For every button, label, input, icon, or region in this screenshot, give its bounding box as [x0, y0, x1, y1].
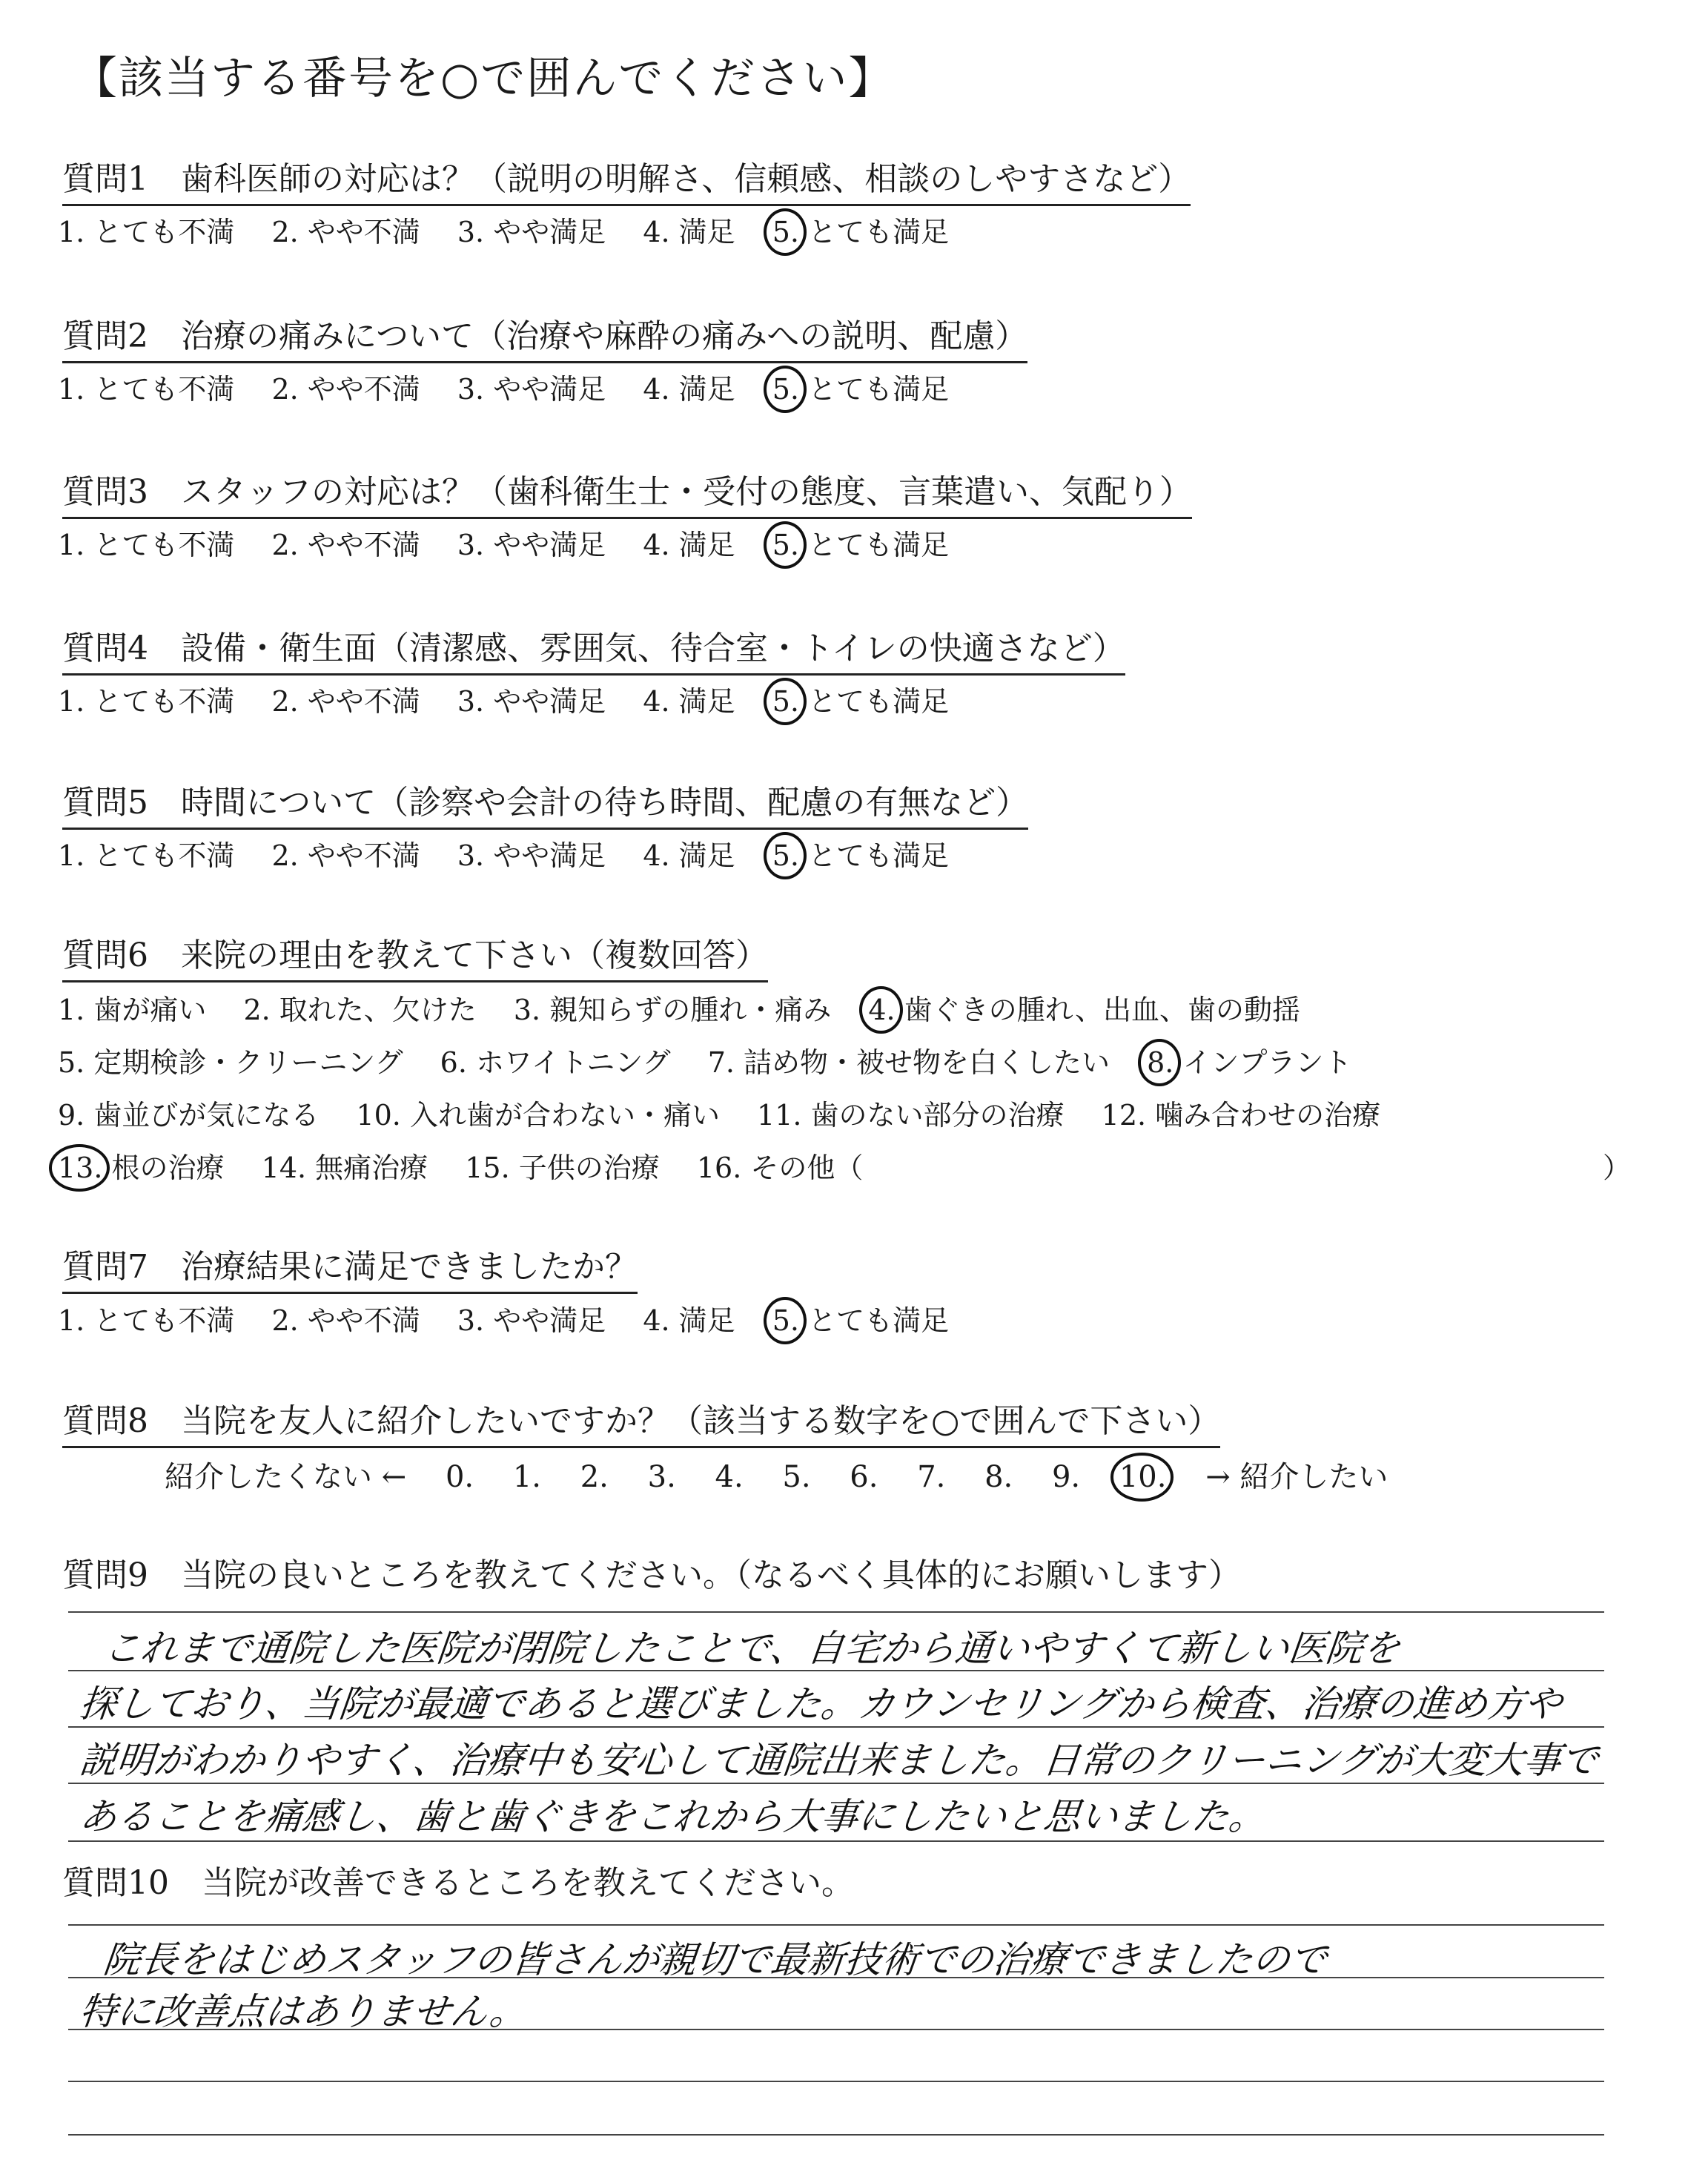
score-1[interactable]: 1.	[512, 1460, 542, 1494]
q9-answer-line-4[interactable]: あることを痛感し、歯と歯ぐきをこれから大事にしたいと思いました。	[77, 1795, 1268, 1838]
question-label: 質問6	[62, 937, 148, 974]
option-5-label: とても満足	[808, 685, 950, 718]
question-text: 治療結果に満足できましたか？	[181, 1248, 638, 1286]
q3-options	[58, 522, 949, 563]
question-label: 質問1	[62, 160, 148, 198]
score-2[interactable]: 2.	[580, 1460, 609, 1494]
option-5-label: とても満足	[808, 529, 950, 561]
q9-answer-line-2[interactable]: 探しており、当院が最適であると選びました。カウンセリングから検査、治療の進め方や	[77, 1682, 1564, 1725]
q8-scale	[165, 1453, 1388, 1496]
option-1[interactable]: 1. とても不満	[58, 529, 235, 561]
score-5[interactable]: 5.	[782, 1460, 811, 1494]
question-9	[62, 1548, 1241, 1600]
score-4[interactable]: 4.	[715, 1460, 744, 1494]
scale-left-label: 紹介したくない ←	[165, 1460, 407, 1494]
reason-8-label: インプラント	[1182, 1046, 1352, 1079]
question-1	[62, 152, 1191, 206]
score-7[interactable]: 7.	[917, 1460, 946, 1494]
option-1[interactable]: 1. とても不満	[58, 216, 235, 248]
option-3[interactable]: 3. やや満足	[457, 839, 606, 872]
question-text: 設備・衛生面（清潔感、雰囲気、待合室・トイレの快適さなど）	[181, 630, 1125, 667]
question-text: 歯科医師の対応は？（説明の明解さ、信頼感、相談のしやすさなど）	[181, 160, 1191, 198]
option-5-label: とても満足	[808, 839, 950, 872]
option-2[interactable]: 2. やや不満	[271, 373, 420, 406]
option-5-circled[interactable]: 5.	[772, 216, 800, 248]
option-1[interactable]: 1. とても不満	[58, 1304, 235, 1337]
option-4[interactable]: 4. 満足	[643, 839, 735, 872]
option-3[interactable]: 3. やや満足	[457, 685, 606, 718]
score-0[interactable]: 0.	[445, 1460, 474, 1494]
score-3[interactable]: 3.	[647, 1460, 676, 1494]
q10-answer-line-2[interactable]: 特に改善点はありません。	[77, 1990, 529, 2033]
option-2[interactable]: 2. やや不満	[271, 839, 420, 872]
score-8[interactable]: 8.	[984, 1460, 1013, 1494]
question-text: 当院の良いところを教えてください。（なるべく具体的にお願いします）	[181, 1556, 1241, 1594]
q5-options	[58, 833, 949, 873]
score-9[interactable]: 9.	[1051, 1460, 1081, 1494]
q6-row-2	[58, 1040, 1352, 1080]
reason-13-circled[interactable]: 13.	[58, 1152, 103, 1184]
option-5-label: とても満足	[808, 1304, 950, 1337]
reason-4-circled[interactable]: 4.	[868, 994, 896, 1026]
question-text: 時間について（診察や会計の待ち時間、配慮の有無など）	[181, 784, 1029, 822]
option-2[interactable]: 2. やや不満	[271, 216, 420, 248]
reason-5[interactable]: 5. 定期検診・クリーニング	[58, 1046, 403, 1079]
question-label: 質問2	[62, 317, 148, 355]
reason-11[interactable]: 11. 歯のない部分の治療	[757, 1099, 1065, 1132]
reason-14[interactable]: 14. 無痛治療	[261, 1152, 428, 1184]
option-4[interactable]: 4. 満足	[643, 373, 735, 406]
q4-options	[58, 678, 949, 719]
question-label: 質問8	[62, 1402, 148, 1440]
scale-right-label: → 紹介したい	[1205, 1460, 1388, 1494]
reason-10[interactable]: 10. 入れ歯が合わない・痛い	[356, 1099, 720, 1132]
q9-answer-line-1[interactable]: これまで通院した医院が閉院したことで、自宅から通いやすくて新しい医院を	[101, 1627, 1403, 1670]
reason-6[interactable]: 6. ホワイトニング	[440, 1046, 671, 1079]
option-4[interactable]: 4. 満足	[643, 685, 735, 718]
question-10	[62, 1856, 854, 1908]
reason-16-close: ）	[1603, 1152, 1632, 1184]
option-1[interactable]: 1. とても不満	[58, 373, 235, 406]
reason-4-label: 歯ぐきの腫れ、出血、歯の動揺	[904, 994, 1300, 1026]
option-5-circled[interactable]: 5.	[772, 529, 800, 561]
q1-options	[58, 209, 949, 250]
answer-line	[68, 2081, 1604, 2082]
option-4[interactable]: 4. 満足	[643, 216, 735, 248]
question-4	[62, 621, 1125, 676]
reason-3[interactable]: 3. 親知らずの腫れ・痛み	[513, 994, 832, 1026]
option-5-circled[interactable]: 5.	[772, 1304, 800, 1337]
option-1[interactable]: 1. とても不満	[58, 839, 235, 872]
question-6	[62, 928, 768, 982]
question-2	[62, 309, 1027, 363]
question-8	[62, 1394, 1220, 1448]
answer-line	[68, 1924, 1604, 1926]
page-title: 【該当する番号を○で囲んでください】	[73, 53, 895, 105]
reason-8-circled[interactable]: 8.	[1147, 1046, 1174, 1079]
option-3[interactable]: 3. やや満足	[457, 373, 606, 406]
answer-line	[68, 1840, 1604, 1842]
question-label: 質問4	[62, 630, 148, 667]
q9-answer-line-3[interactable]: 説明がわかりやすく、治療中も安心して通院出来ました。日常のクリーニングが大変大事で	[77, 1739, 1601, 1782]
q6-row-3	[58, 1092, 1380, 1133]
score-6[interactable]: 6.	[850, 1460, 878, 1494]
question-text: 治療の痛みについて（治療や麻酔の痛みへの説明、配慮）	[181, 317, 1028, 355]
question-7	[62, 1240, 638, 1294]
question-text: スタッフの対応は？（歯科衛生士・受付の態度、言葉遣い、気配り）	[181, 473, 1192, 511]
reason-15[interactable]: 15. 子供の治療	[465, 1152, 660, 1184]
question-label: 質問9	[62, 1556, 148, 1594]
question-label: 質問10	[62, 1864, 169, 1902]
reason-7[interactable]: 7. 詰め物・被せ物を白くしたい	[707, 1046, 1110, 1079]
option-3[interactable]: 3. やや満足	[457, 1304, 606, 1337]
question-text: 当院を友人に紹介したいですか？（該当する数字を○で囲んで下さい）	[181, 1402, 1221, 1440]
option-2[interactable]: 2. やや不満	[271, 685, 420, 718]
reason-1[interactable]: 1. 歯が痛い	[58, 994, 207, 1026]
question-5	[62, 776, 1028, 830]
reason-16[interactable]: 16. その他（	[696, 1152, 864, 1184]
answer-line	[68, 2134, 1604, 2136]
reason-9[interactable]: 9. 歯並びが気になる	[58, 1099, 320, 1132]
option-5-circled[interactable]: 5.	[772, 685, 800, 718]
option-5-circled[interactable]: 5.	[772, 373, 800, 406]
q10-answer-line-1[interactable]: 院長をはじめスタッフの皆さんが親切で最新技術での治療できましたので	[101, 1938, 1329, 1981]
option-5-label: とても満足	[808, 373, 950, 406]
option-5-label: とても満足	[808, 216, 950, 248]
option-1[interactable]: 1. とても不満	[58, 685, 235, 718]
option-2[interactable]: 2. やや不満	[271, 1304, 420, 1337]
question-3	[62, 465, 1192, 519]
question-label: 質問5	[62, 784, 148, 822]
option-5-circled[interactable]: 5.	[772, 839, 800, 872]
reason-2[interactable]: 2. 取れた、欠けた	[243, 994, 477, 1026]
question-label: 質問7	[62, 1248, 148, 1286]
q7-options	[58, 1298, 949, 1338]
reason-12[interactable]: 12. 噛み合わせの治療	[1101, 1099, 1381, 1132]
option-4[interactable]: 4. 満足	[643, 1304, 735, 1337]
question-label: 質問3	[62, 473, 148, 511]
option-4[interactable]: 4. 満足	[643, 529, 735, 561]
score-10-circled[interactable]: 10.	[1119, 1460, 1167, 1494]
option-2[interactable]: 2. やや不満	[271, 529, 420, 561]
reason-13-label: 根の治療	[111, 1152, 225, 1184]
q6-row-1	[58, 987, 1300, 1028]
option-3[interactable]: 3. やや満足	[457, 216, 606, 248]
option-3[interactable]: 3. やや満足	[457, 529, 606, 561]
q2-options	[58, 366, 949, 407]
question-text: 来院の理由を教えて下さい（複数回答）	[181, 937, 768, 974]
q6-row-4	[58, 1145, 863, 1186]
question-text: 当院が改善できるところを教えてください。	[202, 1864, 854, 1902]
answer-line	[68, 1611, 1604, 1613]
